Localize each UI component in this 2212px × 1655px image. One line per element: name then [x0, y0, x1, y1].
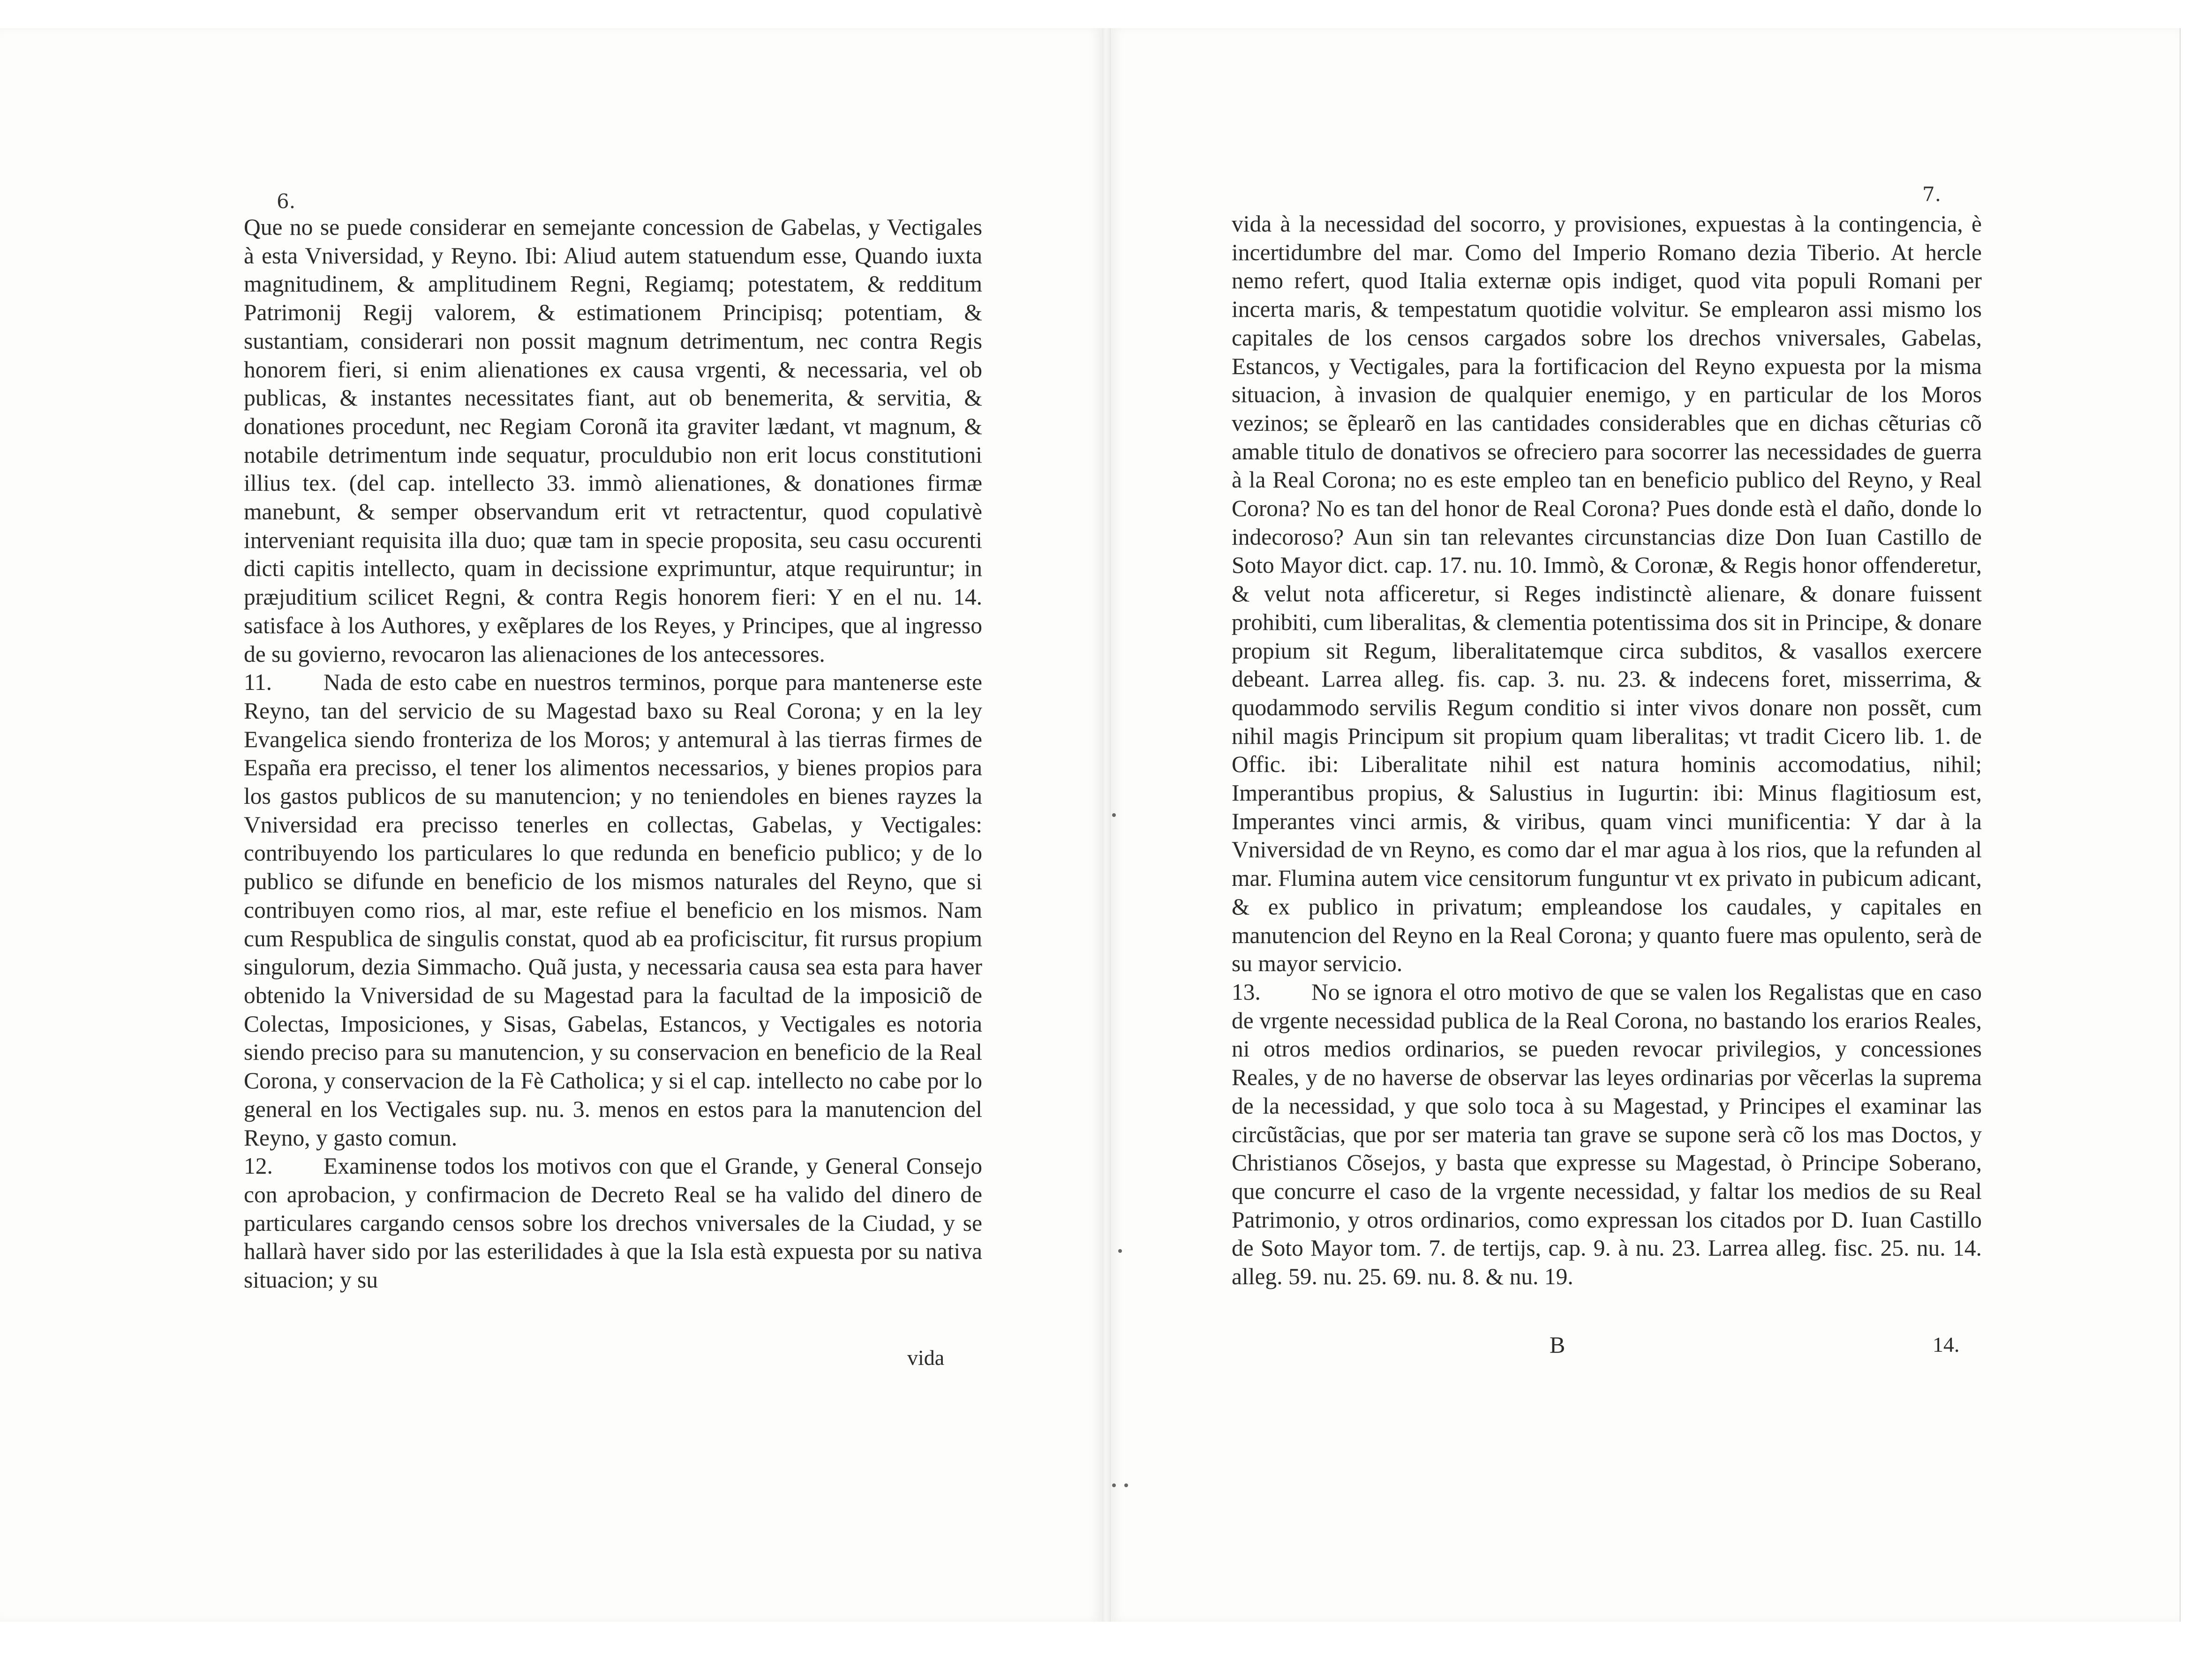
left-page-text: [244, 213, 982, 1295]
paragraph-number: 13.: [1232, 979, 1261, 1005]
left-page-number: 6.: [277, 190, 296, 213]
right-page-number: 7.: [1922, 183, 1941, 206]
binding-mark: [1118, 1249, 1122, 1253]
binding-mark: [1112, 1483, 1116, 1487]
paragraph-text: No se ignora el otro motivo de que se valen los Regalistas que en caso de vrgente necessidad publica de la Real Corona, no bastando los erarios Reales, ni otros medios ordinarios, se pueden revocar privilegios, y concessiones Reales, y de no haverse de observar las leyes ordinarias por vẽcerlas la suprema de la necessidad, y que solo toca à su Magestad, y Principes el examinar las circũstãcias, que por ser materia tan grave se supone serà cõ los mas Doctos, y Christianos Cõsejos, y basta que expresse su Magestad, ò Principe Soberano, que concurre el caso de la vrgente necessidad, y faltar los medios de su Real Patrimonio, y otros ordinarios, como expressan los citados por D. Iuan Castillo de Soto Mayor tom. 7. de tertijs, cap. 9. à nu. 23. Larrea alleg. fisc. 25. nu. 14. alleg. 59. nu. 25. 69. nu. 8. & nu. 19.: [1232, 979, 1982, 1290]
paragraph: [1232, 978, 1982, 1291]
paragraph: [244, 1152, 982, 1295]
paragraph: vida à la necessidad del socorro, y provisiones, expuestas à la contingencia, è incertidumbre del mar. Como del Imperio Romano dezia Tiberio. At hercle nemo refert, quod Italia externæ opis indiget, quod vita populi Romani per incerta maris, & tempestatum quotidie volvitur. Se emplearon assi mismo los capitales de los censos cargados sobre los drechos vniversales, Gabelas, Estancos, y Vectigales, para la fortificacion del Reyno expuesta por la misma situacion, à invasion de qualquier enemigo, y en particular de los Moros vezinos; se ẽplearõ en las cantidades considerables que en dichas cẽturias cõ amable titulo de donativos se ofreciero para socorrer las necessidades de guerra à la Real Corona; no es este empleo tan en beneficio publico del Reyno, y Real Corona? No es tan del honor de Real Corona? Pues donde està el daño, donde lo indecoroso? Aun sin tan relevantes circunstancias dize Don Iuan Castillo de Soto Mayor dict. cap. 17. nu. 10. Immò, & Coronæ, & Regis honor offenderetur, & velut nota afficeretur, si Reges indistinctè alienare, & donare fuissent prohibiti, cum liberalitas, & clementia potentissima dos sit in Principe, & donare propium sit Regum, liberalitatemque circa subditos, & vasallos exercere debeant. Larrea alleg. fis. cap. 3. nu. 23. & indecens foret, misserrima, & quodammodo servilis Regum conditio si inter vivos donare non possẽt, cum nihil magis Principum sit propium quam liberalitas; vt tradit Cicero lib. 1. de Offic. ibi: Liberalitate nihil est natura hominis accomodatius, nihil; Imperantibus propius, & Salustius in Iugurtin: ibi: Minus flagitiosum est, Imperantes vinci armis, & viribus, quam vinci munificentia: Y dar à la Vniversidad de vn Reyno, es como dar el mar agua à los rios, que la refunden al mar. Flumina autem vice censitorum funguntur vt ex privato in pubicum adicant, & ex publico in privatum; empleandose los caudales, y capitales en manutencion del Reyno en la Real Corona; y quanto fuere mas opulento, serà de su mayor servicio.: [1232, 211, 1982, 977]
binding-mark: [1112, 813, 1116, 817]
paragraph: [244, 668, 982, 1152]
binding-mark: [1124, 1483, 1128, 1487]
paragraph-text: Nada de esto cabe en nuestros terminos, porque para mantenerse este Reyno, tan del servicio de su Magestad baxo su Real Corona; y en la ley Evangelica siendo fronteriza de los Moros; y antemural à las tierras firmes de España era precisso, el tener los alimentos necessarios, y bienes propios para los gastos publicos de su manutencion; y no teniendoles en bienes rayzes la Vniversidad era precisso tenerles en collectas, Gabelas, y Vectigales: contribuyendo los particulares lo que redunda en beneficio publico; y de lo publico se difunde en beneficio de los mismos naturales del Reyno, que si contribuyen como rios, al mar, este refiue el beneficio en los mismos. Nam cum Respublica de singulis constat, quod ab ea proficiscitur, fit rursus propium singulorum, dezia Simmacho. Quã justa, y necessaria causa sea esta para haver obtenido la Vniversidad de su Magestad para la facultad de la imposiciõ de Colectas, Imposiciones, y Sisas, Gabelas, Estancos, y Vectigales es notoria siendo preciso para su manutencion, y su conservacion en beneficio de la Real Corona, y conservacion de la Fè Catholica; y si el cap. intellecto no cabe por lo general en los Vectigales sup. nu. 3. menos en estos para la manutencion del Reyno, y gasto comun.: [244, 669, 982, 1151]
paragraph-text: Examinense todos los motivos con que el Grande, y General Consejo con aprobacion, y confirmacion de Decreto Real se ha valido del dinero de particulares cargando censos sobre los drechos vniversales de la Ciudad, y se hallarà haver sido por las esterilidades à que la Isla està expuesta por su nativa situacion; y su: [244, 1153, 982, 1293]
paragraph-number: 11.: [244, 669, 272, 696]
paragraph-number: 12.: [244, 1153, 273, 1179]
right-catchword: 14.: [1933, 1333, 1960, 1356]
book-gutter: [1102, 28, 1110, 1622]
left-catchword: vida: [907, 1346, 945, 1370]
right-page-text: [1232, 210, 1982, 1291]
paragraph: Que no se puede considerar en semejante concession de Gabelas, y Vectigales à esta Vniversidad, y Reyno. Ibi: Aliud autem statuendum esse, Quando iuxta magnitudinem, & amplitudinem Regni, Regiamq; potestatem, & redditum Patrimonij Regij valorem, & estimationem Principisq; potentiam, & sustantiam, considerari non possit magnum detrimentum, nec contra Regis honorem fieri, si enim alienationes ex causa vrgenti, & necessaria, vel ob publicas, & instantes necessitates fiant, aut ob benemerita, & servitia, & donationes procedunt, nec Regiam Coronã ita graviter lædant, vt magnum, & notabile detrimentum inde sequatur, proculdubio non erit locus constitutioni illius tex. (del cap. intellecto 33. immò alienationes, & donationes firmæ manebunt, & semper observandum erit vt retractentur, quod copulativè interveniant requisita illa duo; quæ tam in specie proposita, seu casu occurenti dicti capitis intellecto, quam in decissione exprimuntur, atque requiruntur; in præjuditium scilicet Regni, & contra Regis honorem fieri: Y en el nu. 14. satisface à los Authores, y exẽplares de los Reyes, y Principes, que al ingresso de su govierno, revocaron las alienaciones de los antecessores.: [244, 214, 982, 667]
signature-mark: B: [1550, 1332, 1565, 1358]
